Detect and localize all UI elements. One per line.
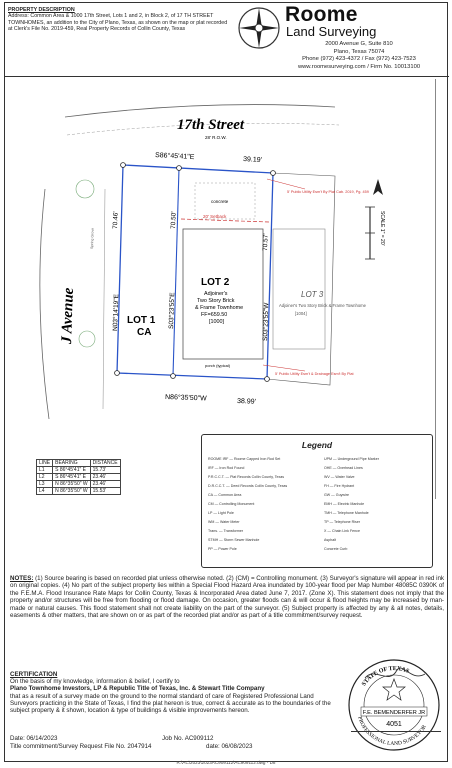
table-cell: L1 <box>37 467 53 474</box>
tree-icon <box>79 331 95 347</box>
street-name: 17th Street <box>177 117 245 133</box>
lot1-label: LOT 1 <box>127 315 156 326</box>
table-row <box>37 481 121 488</box>
legend-item: OHE — Overhead Lines <box>324 466 363 470</box>
survey-sheet <box>4 2 448 762</box>
seal-name: F.E. BEMENDERFER JR <box>362 710 426 716</box>
certification-title: CERTIFICATION <box>10 671 58 678</box>
line-table-header: BEARING <box>53 460 91 467</box>
table-row <box>37 474 121 481</box>
phone-line: Phone (972) 423-4372 / Fax (972) 423-7523 <box>302 56 416 63</box>
job-number: Job No. AC909112 <box>162 735 214 742</box>
seal-bottom-text: PROFESSIONAL LAND SURVEYOR <box>356 716 428 748</box>
company-name: Roome <box>285 3 358 26</box>
lot2-address: [1000] <box>209 319 224 325</box>
certification-line-1: On the basis of my knowledge, information & belief, I certify to <box>10 678 180 686</box>
legend-item: X — Chain Link Fence <box>324 529 360 533</box>
table-row <box>37 467 121 474</box>
certification-block <box>10 671 340 714</box>
legend-item: PP — Power Pole <box>208 547 237 551</box>
table-cell: S 86°45'41" E <box>53 467 91 474</box>
iron-rod-sw <box>115 371 120 376</box>
updated-date: date: 06/08/2023 <box>206 743 253 750</box>
table-cell: L2 <box>37 474 53 481</box>
legend-title: Legend <box>301 440 333 450</box>
table-cell: N 86°35'50" W <box>53 488 91 495</box>
scale-text: SCALE 1" = 20' <box>379 211 385 246</box>
utility-note-bottom: 5' Public Utility Esm't & Drainage Esm't By Plat <box>275 372 354 376</box>
legend-item: CA — Common Area <box>208 493 242 497</box>
table-cell: 15.53' <box>90 488 120 495</box>
surveyor-seal-icon <box>345 656 443 754</box>
seal-top-text: STATE OF TEXAS <box>361 665 410 688</box>
lot1-sub: CA <box>137 327 152 338</box>
easement-leader-bottom <box>263 365 305 371</box>
lot2-desc-3: & Frame Townhome <box>195 305 244 311</box>
bearing-mid: S03°23'55"E <box>168 292 177 330</box>
notes-label: NOTES: <box>10 575 34 582</box>
lot2-desc-1: Adjoiner's <box>204 291 228 297</box>
file-path: R:\AC\2023\2023AC909112\AC909112.dwg - D8 <box>176 760 276 765</box>
legend-item: UPM — Underground Pipe Marker <box>324 457 379 461</box>
legend-item: D.R.C.C.T. — Deed Records Collin County, Texas <box>208 484 288 488</box>
legend-item: WV — Water Valve <box>324 475 355 479</box>
address-line-1: 2000 Avenue G, Suite 810 <box>325 41 393 47</box>
bearing-south: N86°35'50"W <box>164 394 207 403</box>
scale-bar <box>365 207 375 259</box>
certification-parties: Plano Townhome Investors, LP & Republic Title of Texas, Inc. & Stewart Title Company <box>10 685 265 693</box>
dist-mid: 70.50' <box>170 211 178 230</box>
table-cell: N 86°35'50" W <box>53 481 91 488</box>
street-curb-line <box>65 105 335 117</box>
lot3-address: [1004] <box>295 311 307 316</box>
street-row: 28' R.O.W. <box>205 135 227 140</box>
legend-item: Concrete Curb <box>324 547 348 551</box>
bearing-west: N03°14'19"E <box>112 293 121 332</box>
dist-west: 70.46' <box>112 211 120 230</box>
lot-divider-line <box>173 168 179 376</box>
iron-rod-n <box>177 166 182 171</box>
bearing-east: S03°23'55"W <box>262 302 271 342</box>
iron-rod-s <box>171 374 176 379</box>
notes-block <box>10 575 444 619</box>
legend-item: P.R.C.C.T. — Plat Records Collin County, Texas <box>208 475 285 479</box>
side-revision-strip <box>435 79 449 499</box>
table-cell: S 86°45'41" E <box>53 474 91 481</box>
line-table-header: DISTANCE <box>90 460 120 467</box>
avenue-name: J Avenue <box>59 287 77 345</box>
address-line-2: Plano, Texas 75074 <box>333 48 385 55</box>
legend-box <box>201 434 433 568</box>
sidewalk-line <box>103 189 105 409</box>
driveway-text: concrete <box>211 199 229 204</box>
legend-item: Asphalt <box>324 538 336 542</box>
utility-note-top: 5' Public Utility Esm't By Plat Cab. 2019, Pg. 459 <box>287 190 369 194</box>
notes-text: (1) Source bearing is based on recorded plat unless otherwise noted. (2) (CM) = Controlling monument. (3) Surveyor's signature will appear in red ink on original copies. (4) No part of the subject property lies within a Special Flood Hazard Area inundated by 100-year flood per Map Number 48085C 0390K of the F.E.M.A. Flood Insurance Rate Maps for Collin County, Texas & Incorporated Area dated June 7, 2017. (Zone X). This statement does not imply that the property and/or structures will be free from flooding or flood damage. On occasion, greater floods can & will occur & flood heights may be increased by man-made or natural causes. This flood statement shall not create liability on the part of the surveyor. (5) Subject property is affected by any & all notes, details, easements & other matters, that are shown on or as part of the recorded plat and/or as part of a title commitment/survey request. <box>10 575 444 620</box>
table-cell: L3 <box>37 481 53 488</box>
property-description-text: Address: Common Area & 1000 17th Street, Lots 1 and 2, in Block 2, of 17 TH STREET TOWNHOMES, an addition to the City of Plano, Texas, as shown on the map or plat recorded at Clerk's File No. 2019-459, Real Property Records of Collin County, Texas <box>8 13 228 33</box>
table-cell: L4 <box>37 488 53 495</box>
table-cell: 23.46' <box>90 474 120 481</box>
legend-item: EMH — Electric Manhole <box>324 502 365 506</box>
dist-east: 70.57' <box>262 233 270 252</box>
line-table-header: LINE <box>37 460 53 467</box>
iron-rod-ne <box>271 171 276 176</box>
certification-body: that as a result of a survey made on the ground to the normal standard of care of Registered Professional Land Surveyors practicing in the State of Texas, I find the plat hereon is true, correct & accurate as to the boundaries of the subject property & it shown, location & type of buildings & visible improvements hereon. <box>10 692 331 715</box>
table-cell: 15.73' <box>90 467 120 474</box>
legend-item: STMH — Storm Sewer Manhole <box>208 538 260 542</box>
dist-south: 38.99' <box>236 398 257 406</box>
date-text: Date: 06/14/2023 <box>10 735 58 742</box>
lot2-desc-2: Two Story Brick <box>197 298 235 304</box>
header-block <box>5 3 449 77</box>
line-table <box>36 459 121 495</box>
lot3-building-outline <box>273 229 325 349</box>
signature-line <box>351 731 441 732</box>
iron-rod-nw <box>121 163 126 168</box>
legend-item: LP — Light Pole <box>208 511 234 515</box>
lot2-ff: FF=659.50 <box>201 312 228 318</box>
legend-item: GW — Guywire <box>324 493 349 497</box>
table-row <box>37 488 121 495</box>
setback-text: 20' Setback <box>203 214 227 219</box>
iron-rod-se <box>265 377 270 382</box>
legend-item: CM — Controlling Monument <box>208 502 255 506</box>
line-table-header-row <box>37 460 121 467</box>
property-description-title: PROPERTY DESCRIPTION <box>8 7 75 13</box>
legend-item: ROOME IRF — Roome Capped Iron Rod Set <box>208 457 281 461</box>
tree-icon <box>76 180 94 198</box>
setback-line <box>181 219 269 222</box>
lot3-label: LOT 3 <box>301 290 324 299</box>
legend-item: TMH — Telephone Manhole <box>324 511 369 515</box>
spring-grove-text: Spring Grove <box>90 227 95 250</box>
legend-item: FH — Fire Hydrant <box>324 484 355 488</box>
lot2-label: LOT 2 <box>201 277 230 288</box>
porch-text: porch (typical) <box>205 363 231 368</box>
company-subtitle: Land Surveying <box>286 24 377 39</box>
request-file: Title commitment/Survey Request File No. 2047914 <box>10 743 152 750</box>
table-cell: 23.46' <box>90 481 120 488</box>
dist-north: 39.19' <box>242 156 263 164</box>
seal-number: 4051 <box>386 721 402 728</box>
bearing-north: S86°45'41"E <box>154 152 195 162</box>
legend-item: TP — Telephone Riser <box>324 520 361 524</box>
lot3-desc: Adjoiner's Two Story Brick & Frame Townhome <box>279 303 366 308</box>
legend-item: WM — Water Meter <box>208 520 240 524</box>
legend-item: Trans. — Transformer <box>208 529 244 533</box>
property-description <box>8 7 230 33</box>
company-address <box>269 41 449 71</box>
legend-item: IRF — Iron Rod Found <box>208 466 245 470</box>
web-line: www.roomesurveying.com / Firm No. 10013100 <box>297 63 421 70</box>
avenue-curb-line <box>40 189 49 419</box>
north-arrow-icon <box>373 179 383 195</box>
